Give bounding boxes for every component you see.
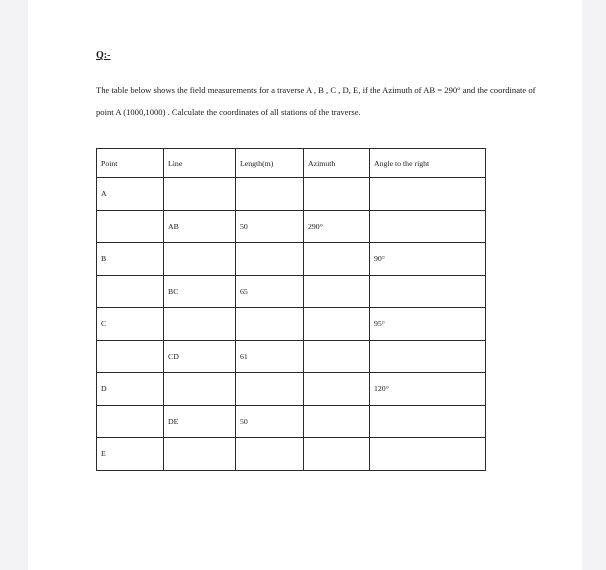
cell-azimuth [304,438,370,471]
cell-point: A [97,178,164,211]
table-row [97,405,486,438]
cell-length: 61 [236,340,304,373]
cell-angle [370,438,486,471]
cell-point: E [97,438,164,471]
cell-line [164,178,236,211]
cell-point [97,275,164,308]
cell-angle [370,405,486,438]
cell-line [164,373,236,406]
table-row [97,373,486,406]
cell-line [164,438,236,471]
cell-length [236,308,304,341]
question-label: Q:- [96,50,111,61]
question-text: The table below shows the field measurements for a traverse A , B , C , D, E, if the Azimuth of AB = 290° and the coordinate of point A (1000,1000) . Calculate the coordinates of all stations of the traverse. [96,85,536,117]
header-length: Length(m) [236,149,304,178]
cell-line: DE [164,405,236,438]
cell-length: 50 [236,405,304,438]
cell-line: CD [164,340,236,373]
header-line: Line [164,149,236,178]
header-azimuth: Azimuth [304,149,370,178]
cell-length [236,438,304,471]
traverse-table [96,148,486,471]
cell-line [164,308,236,341]
cell-angle [370,178,486,211]
table-row [97,438,486,471]
table-row [97,340,486,373]
cell-angle: 95° [370,308,486,341]
table-header-row [97,149,486,178]
cell-azimuth [304,405,370,438]
document-page [28,0,582,570]
cell-azimuth [304,243,370,276]
table-row [97,210,486,243]
cell-azimuth [304,340,370,373]
table-row [97,308,486,341]
cell-azimuth [304,308,370,341]
cell-point: C [97,308,164,341]
cell-line [164,243,236,276]
cell-angle: 90° [370,243,486,276]
cell-length [236,243,304,276]
cell-azimuth: 290° [304,210,370,243]
cell-azimuth [304,373,370,406]
cell-point: B [97,243,164,276]
cell-point [97,210,164,243]
cell-length [236,373,304,406]
cell-point [97,340,164,373]
cell-angle [370,340,486,373]
cell-length [236,178,304,211]
header-point: Point [97,149,164,178]
table-row [97,178,486,211]
table-row [97,275,486,308]
cell-length: 50 [236,210,304,243]
cell-angle: 120° [370,373,486,406]
cell-line: BC [164,275,236,308]
cell-angle [370,275,486,308]
document-body [96,50,566,459]
table-row [97,243,486,276]
header-angle: Angle to the right [370,149,486,178]
cell-azimuth [304,275,370,308]
cell-length: 65 [236,275,304,308]
cell-azimuth [304,178,370,211]
cell-point [97,405,164,438]
cell-angle [370,210,486,243]
cell-point: D [97,373,164,406]
cell-line: AB [164,210,236,243]
